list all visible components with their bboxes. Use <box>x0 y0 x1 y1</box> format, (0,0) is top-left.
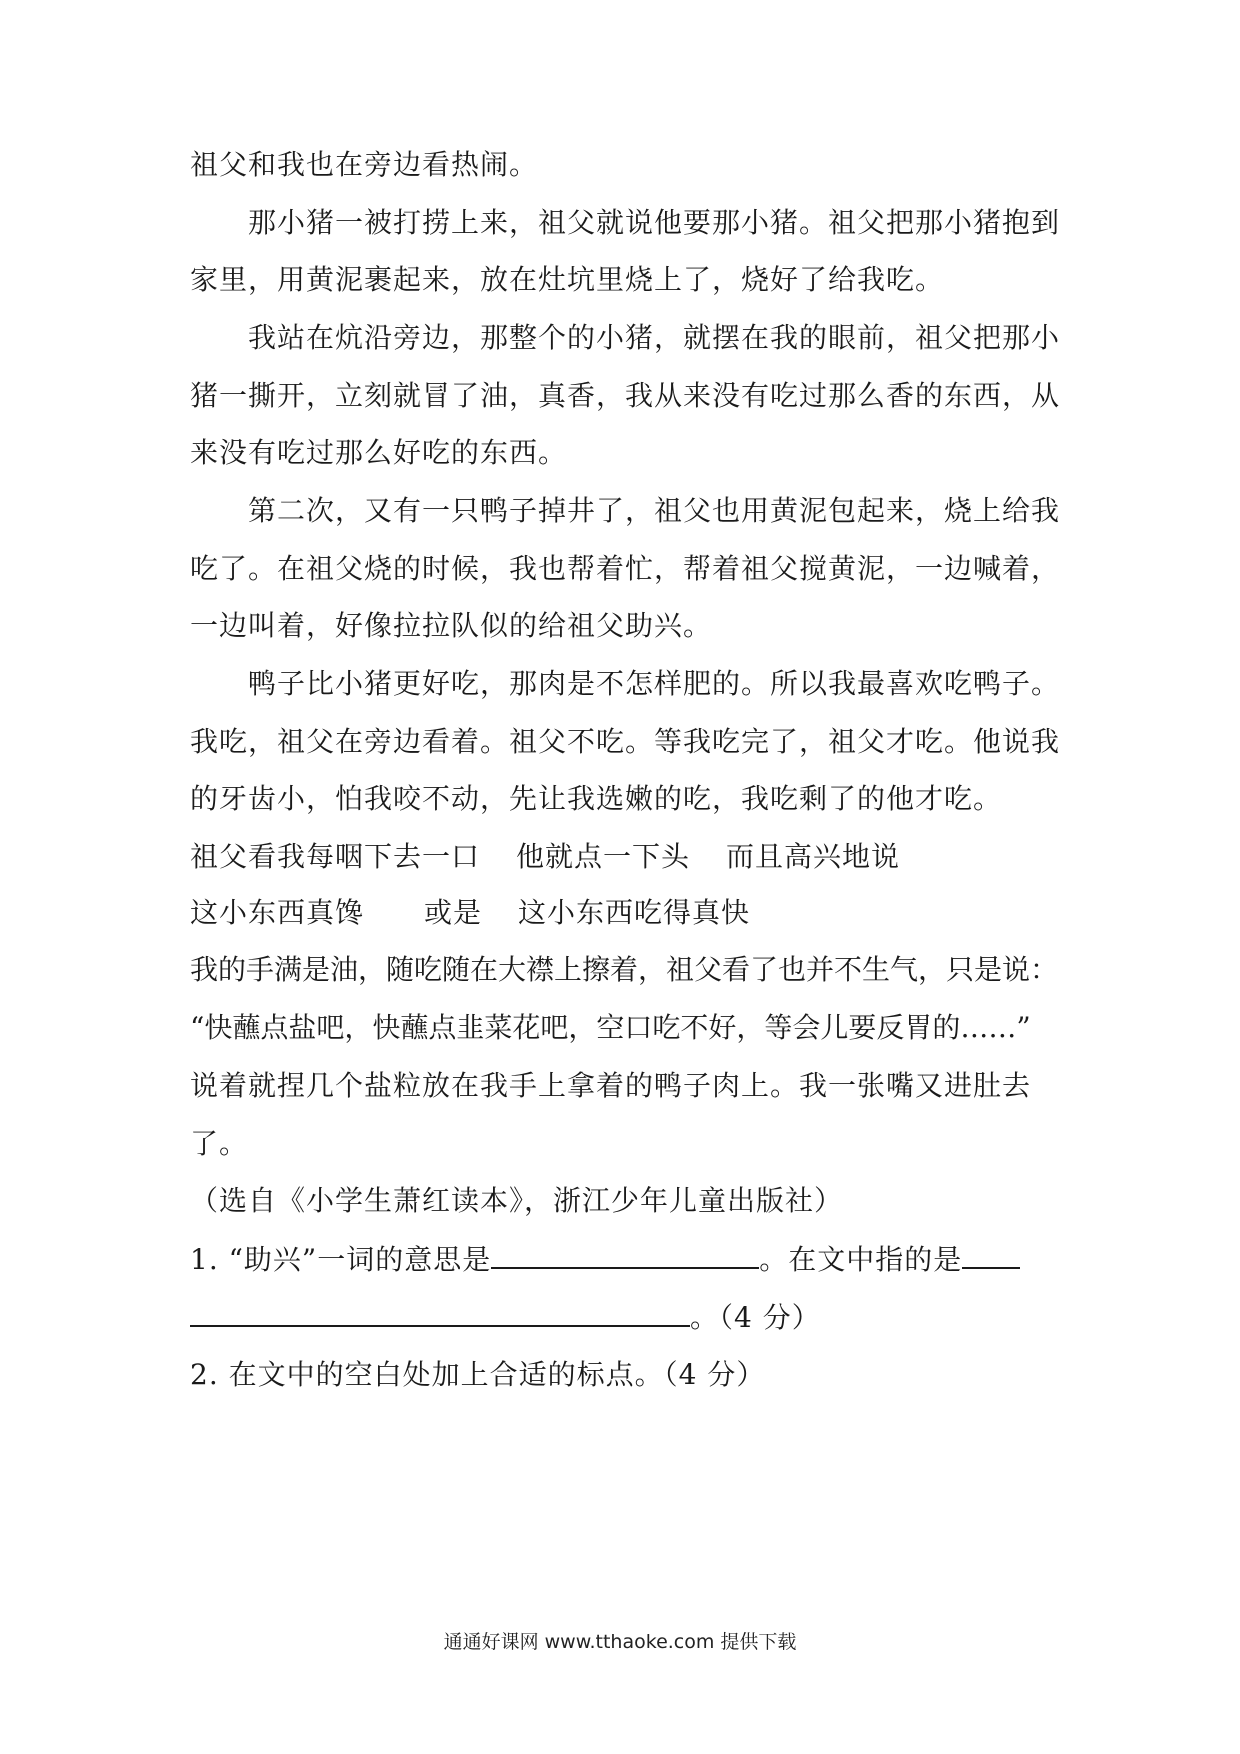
passage-line: 祖父和我也在旁边看热闹。 <box>190 148 539 181</box>
passage-line: 我吃，祖父在旁边看着。祖父不吃。等我吃完了，祖父才吃。他说我 <box>190 725 1061 758</box>
passage-line: 一边叫着，好像拉拉队似的给祖父助兴。 <box>190 609 713 642</box>
question-text: 。（4 分） <box>690 1301 821 1334</box>
passage-fragment: 或是 <box>424 896 483 929</box>
passage-line: 家里，用黄泥裹起来，放在灶坑里烧上了，烧好了给我吃。 <box>190 263 945 296</box>
punctuation-blank-line <box>190 837 1070 877</box>
passage-line: 第二次，又有一只鸭子掉井了，祖父也用黄泥包起来，烧上给我 <box>248 494 1061 527</box>
passage-fragment: 而且高兴地说 <box>726 840 901 873</box>
passage-fragment: 祖父看我每咽下去一口 <box>190 840 481 873</box>
question-1-continued <box>190 1297 1070 1338</box>
passage-line: 吃了。在祖父烧的时候，我也帮着忙，帮着祖父搅黄泥，一边喊着， <box>190 552 1061 585</box>
passage-line: 猪一撕开，立刻就冒了油，真香，我从来没有吃过那么香的东西，从 <box>190 379 1061 412</box>
passage-line: 了。 <box>190 1127 249 1160</box>
question-2: 2. 在文中的空白处加上合适的标点。（4 分） <box>190 1358 766 1391</box>
passage-line: 我的手满是油，随吃随在大襟上擦着，祖父看了也并不生气，只是说： <box>190 953 1059 986</box>
passage-line: 来没有吃过那么好吃的东西。 <box>190 436 568 469</box>
passage-line: 说着就捏几个盐粒放在我手上拿着的鸭子肉上。我一张嘴又进肚去 <box>190 1069 1032 1102</box>
punctuation-blank-line <box>190 893 1070 933</box>
passage-fragment: 这小东西吃得真快 <box>518 896 751 929</box>
question-text: 1. “助兴”一词的意思是 <box>190 1243 492 1276</box>
passage-fragment: 这小东西真馋 <box>190 896 365 929</box>
source-citation: （选自《小学生萧红读本》，浙江少年儿童出版社） <box>190 1184 844 1217</box>
passage-line: 那小猪一被打捞上来，祖父就说他要那小猪。祖父把那小猪抱到 <box>248 206 1061 239</box>
passage-fragment: 他就点一下头 <box>516 840 691 873</box>
answer-blank[interactable] <box>491 1239 759 1269</box>
footer-credit: 通通好课网 www.tthaoke.com 提供下载 <box>443 1631 797 1653</box>
question-text: 。在文中指的是 <box>759 1243 963 1276</box>
answer-blank[interactable] <box>962 1239 1020 1269</box>
passage-line: 鸭子比小猪更好吃，那肉是不怎样肥的。所以我最喜欢吃鸭子。 <box>248 667 1061 700</box>
passage-line: 的牙齿小，怕我咬不动，先让我选嫩的吃，我吃剩了的他才吃。 <box>190 782 1003 815</box>
question-1 <box>190 1239 1070 1280</box>
passage-line: “快蘸点盐吧，快蘸点韭菜花吧，空口吃不好，等会儿要反胃的……” <box>190 1011 1031 1044</box>
passage-line: 我站在炕沿旁边，那整个的小猪，就摆在我的眼前，祖父把那小 <box>248 321 1061 354</box>
answer-blank[interactable] <box>190 1297 690 1327</box>
